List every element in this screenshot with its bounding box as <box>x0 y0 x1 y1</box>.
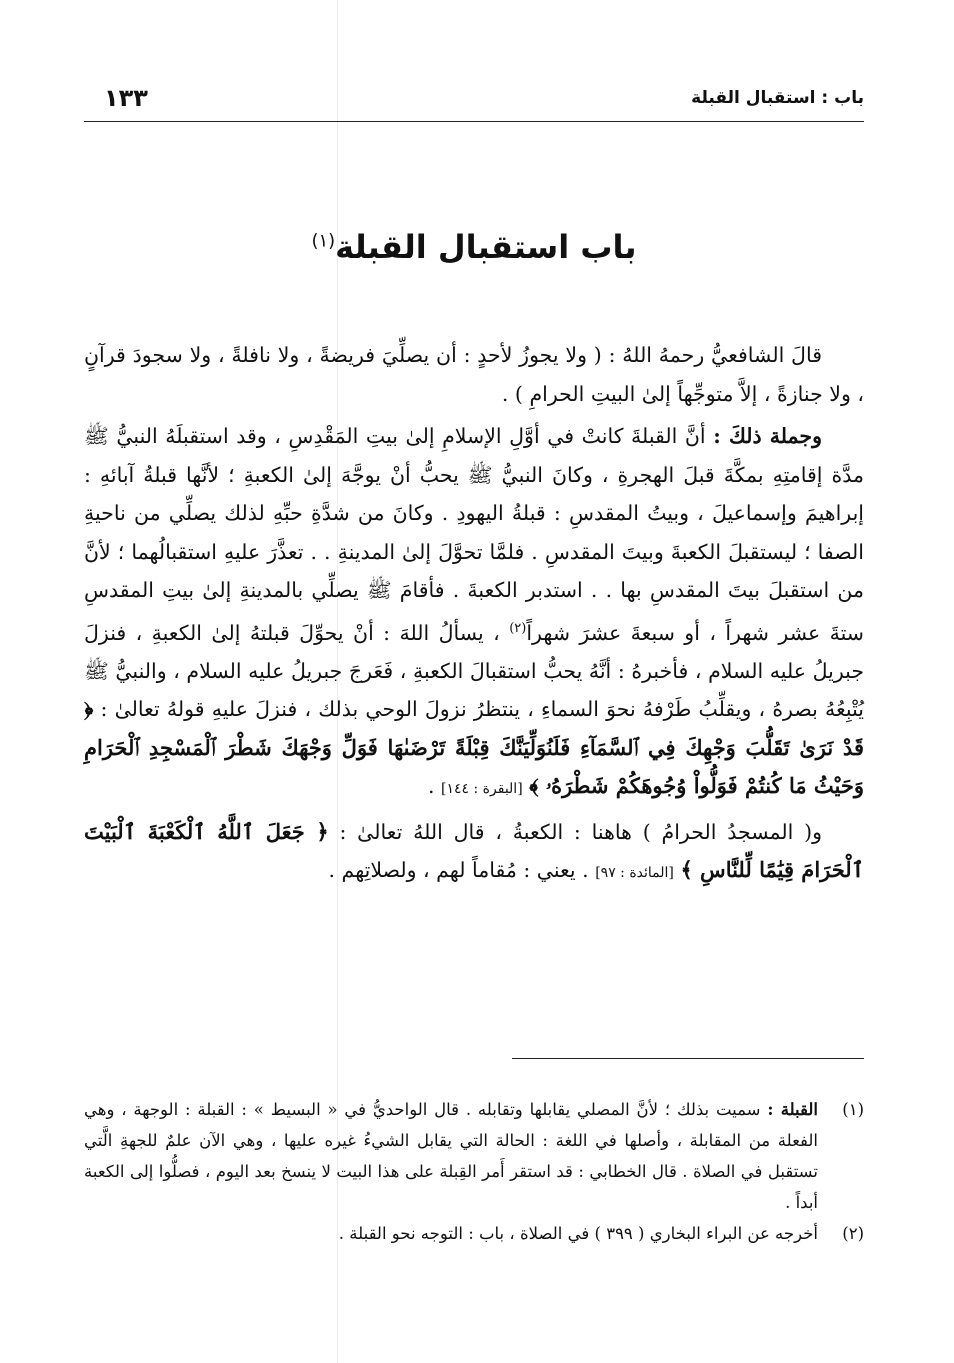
footnote-1 <box>84 1094 864 1218</box>
header-rule <box>84 121 864 122</box>
footnote-2-text: أخرجه عن البراء البخاري ( ٣٩٩ ) في الصلاة ، باب : التوجه نحو القبلة . <box>338 1224 818 1243</box>
paragraph-1: قالَ الشافعيُّ رحمهُ اللهُ : ( ولا يجوزُ لأحدٍ : أن يصلِّيَ فريضةً ، ولا نافلةً ، ولا سجودَ قرآنٍ ، ولا جنازةً ، إلاَّ متوجِّهاً إلىٰ البيتِ الحرامِ ) . <box>84 343 864 406</box>
paragraph-2 <box>84 417 864 809</box>
main-text <box>84 336 864 893</box>
quran-verse-2: ﴿ جَعَلَ ٱللَّهُ ٱلْكَعْبَةَ ٱلْبَيْتَ ٱلْحَرَامَ قِيَٰمًا لِّلنَّاسِ ﴾ <box>84 818 864 883</box>
footnote-separator <box>512 1058 864 1059</box>
footnote-2-number: (٢) <box>842 1224 864 1243</box>
footnote-1-number: (١) <box>842 1100 864 1119</box>
paragraph-3-text-a: و( المسجدُ الحرامُ ) هاهنا : الكعبةُ ، قال اللهُ تعالىٰ : <box>339 819 822 844</box>
footnote-1-text: سميت بذلك ؛ لأنَّ المصلي يقابلها وتقابله . قال الواحديُّ في « البسيط » : القبلة : الوجهة ، وهي الفعلة من المقابلة ، وأصلها في اللغة : الحالة التي يقابل الشيءُ غيره عليها ، وهي الآن علمٌ للجهةِ الَّتي تستقبل في الصلاة . قال الخطابي : قد استقر أَمر القِبلة على هذا البيت لا ينسخ بعد اليوم ، فصلُّوا إلى الكعبة أبداً . <box>84 1100 818 1212</box>
section-title <box>84 228 864 266</box>
verse-citation-2: [المائدة : ٩٧] <box>595 865 674 882</box>
paragraph-2-footnote-ref: (٢) <box>509 620 527 636</box>
footnote-1-term: القبلة : <box>767 1100 818 1119</box>
paragraph-2-lead: وجملة ذلكَ : <box>713 424 822 448</box>
footnote-2 <box>84 1218 864 1249</box>
footnotes <box>84 1094 864 1249</box>
paragraph-3 <box>84 813 864 893</box>
running-header <box>84 86 864 116</box>
paragraph-2-end: . <box>427 774 435 799</box>
paragraph-3-text-b: . يعني : مُقاماً لهم ، ولصلاتِهم . <box>328 858 589 883</box>
paragraph-2-text-a: أنَّ القبلةَ كانتْ في أوَّلِ الإسلامِ إلىٰ بيتِ المَقْدِسِ ، وقد استقبلَهُ النبيُّ ﷺ مدَّة إقامتِهِ بمكَّةَ قبلَ الهجرةِ ، وكانَ النبيُّ ﷺ يحبُّ أنْ يوجَّهَ إلىٰ الكعبةِ ؛ لأنَّها قبلةُ آبائهِ : إبراهيمَ وإسماعيلَ ، وبيتُ المقدسِ : قبلةُ اليهودِ . وكانَ من شدَّةِ حبِّهِ لذلك يصلِّي من ناحيةِ الصفا ؛ ليستقبلَ الكعبةَ وبيتَ المقدسِ . فلمَّا تحوَّلَ إلىٰ المدينةِ . . تعذَّرَ عليهِ استقبالُهما ؛ لأنَّ من استقبلَ بيتَ المقدسِ بها . . استدبر الكعبةَ . فأقامَ ﷺ يصلِّي بالمدينةِ إلىٰ بيتِ المقدسِ ستةَ عشر شهراً ، أو سبعةَ عشرَ شهراً <box>84 424 864 645</box>
section-title-text: باب استقبال القبلة <box>335 228 637 266</box>
verse-citation-1: [البقرة : ١٤٤] <box>441 781 523 798</box>
page-number: ١٣٣ <box>104 84 148 112</box>
chapter-label: باب : استقبال القبلة <box>691 88 864 108</box>
quran-verse-1: ﴿ قَدْ نَرَىٰ تَقَلُّبَ وَجْهِكَ فِي ٱلسَّمَآءِ فَلَنُوَلِّيَنَّكَ قِبْلَةً تَرْضَىٰهَا فَوَلِّ وَجْهَكَ شَطْرَ ٱلْمَسْجِدِ ٱلْحَرَامِ وَحَيْثُ مَا كُنتُمْ فَوَلُّواْ وُجُوهَكُمْ شَطْرَهُۥ ﴾ <box>84 696 864 799</box>
title-footnote-ref: (١) <box>311 230 336 252</box>
paragraph-2-text-b: ، يسألُ اللهَ : أنْ يحوِّلَ قبلتهُ إلىٰ الكعبةِ ، فنزلَ جبريلُ عليه السلام ، فأخبرهُ : أنَّهُ يحبُّ استقبالَ الكعبةِ ، فَعَرجَ جبريلُ عليه السلام ، والنبيُّ ﷺ يُتْبِعُهُ بصرهُ ، ويقلِّبُ طَرْفهُ نحوَ السماءِ ، ينتظرُ نزولَ الوحي بذلك ، فنزلَ عليهِ قولهُ تعالىٰ : <box>84 620 864 722</box>
